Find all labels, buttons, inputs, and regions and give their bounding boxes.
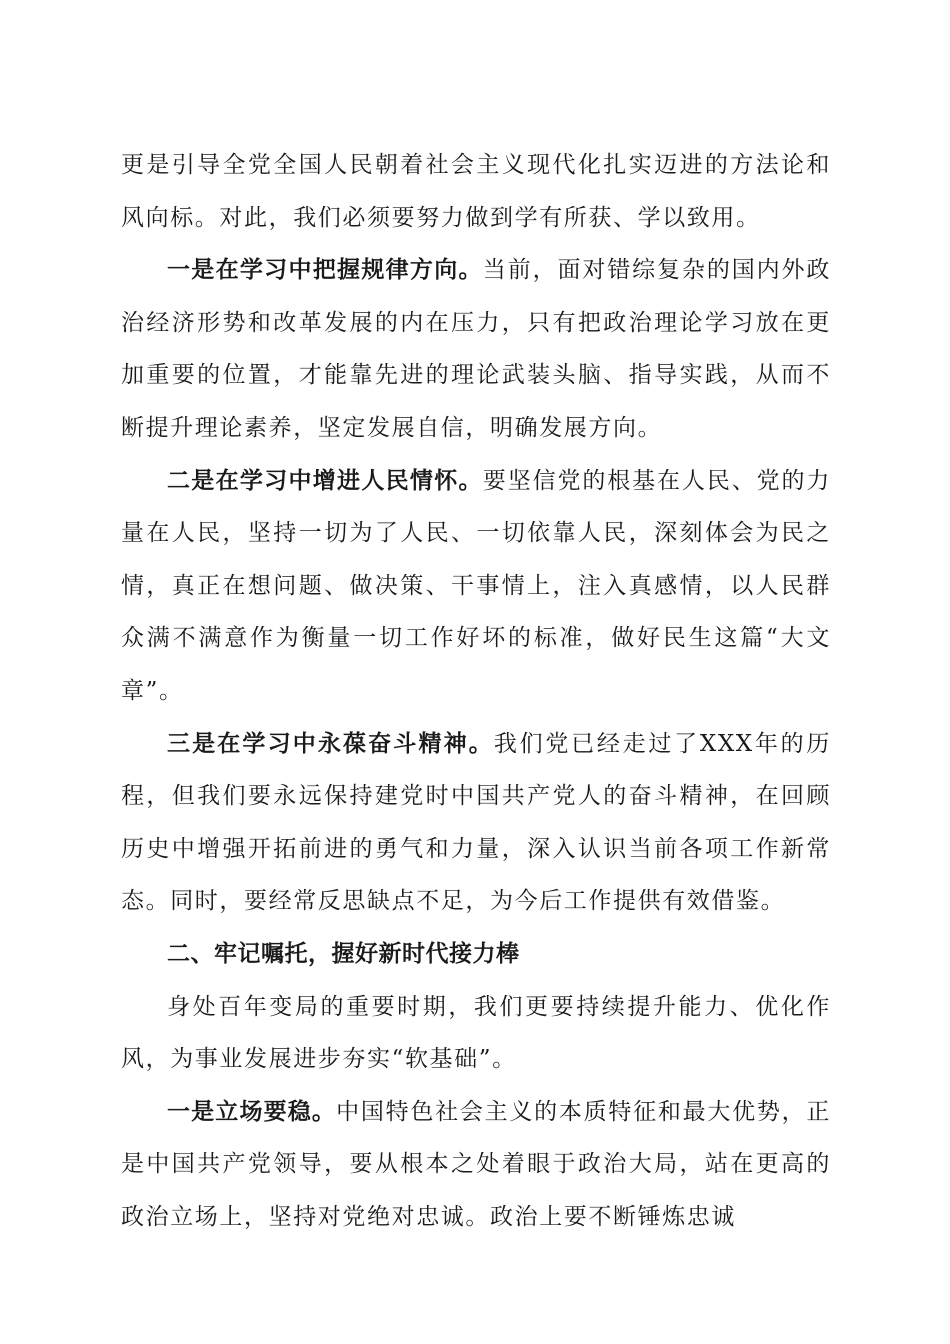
paragraph-text: 身处百年变局的重要时期，我们更要持续提升能力、优化作风，为事业发展进步夯实“软基础”。 bbox=[121, 993, 831, 1073]
paragraph-point-3 bbox=[121, 718, 831, 928]
paragraph-text: 当前，面对错综复杂的国内外政治经济形势和改革发展的内在压力，只有把政治理论学习放在更加重要的位置，才能靠先进的理论武装头脑、指导实践，从而不断提升理论素养，坚定发展自信，明确发展方向。 bbox=[121, 257, 831, 441]
paragraph-lead: 一是立场要稳。 bbox=[167, 1098, 337, 1125]
paragraph-text: 我们党已经走过了XXX年的历程，但我们要永远保持建党时中国共产党人的奋斗精神，在回顾历史中增强开拓前进的勇气和力量，深入认识当前各项工作新常态。同时，要经常反思缺点不足，为今后工作提供有效借鉴。 bbox=[121, 730, 832, 915]
body-text bbox=[121, 139, 831, 1243]
section-heading: 二、牢记嘱托，握好新时代接力棒 bbox=[167, 940, 520, 967]
paragraph-section-point-1 bbox=[121, 1086, 831, 1244]
paragraph-text: 要坚信党的根基在人民、党的力量在人民，坚持一切为了人民、一切依靠人民，深刻体会为民之情，真正在想问题、做决策、干事情上，注入真感情，以人民群众满不满意作为衡量一切工作好坏的标准，做好民生这篇“大文章”。 bbox=[121, 467, 831, 704]
paragraph-lead: 三是在学习中永葆奋斗精神。 bbox=[167, 730, 494, 757]
paragraph-lead: 一是在学习中把握规律方向。 bbox=[167, 257, 483, 284]
paragraph-text: 更是引导全党全国人民朝着社会主义现代化扎实迈进的方法论和风向标。对此，我们必须要努力做到学有所获、学以致用。 bbox=[121, 152, 831, 231]
paragraph-text: 中国特色社会主义的本质特征和最大优势，正是中国共产党领导，要从根本之处着眼于政治大局，站在更高的政治立场上，坚持对党绝对忠诚。政治上要不断锤炼忠诚 bbox=[121, 1098, 832, 1230]
paragraph-section-intro bbox=[121, 981, 831, 1086]
paragraph-intro-continuation bbox=[121, 139, 831, 244]
paragraph-lead: 二是在学习中增进人民情怀。 bbox=[167, 467, 483, 494]
paragraph-point-1 bbox=[121, 244, 831, 454]
paragraph-point-2 bbox=[121, 455, 831, 718]
